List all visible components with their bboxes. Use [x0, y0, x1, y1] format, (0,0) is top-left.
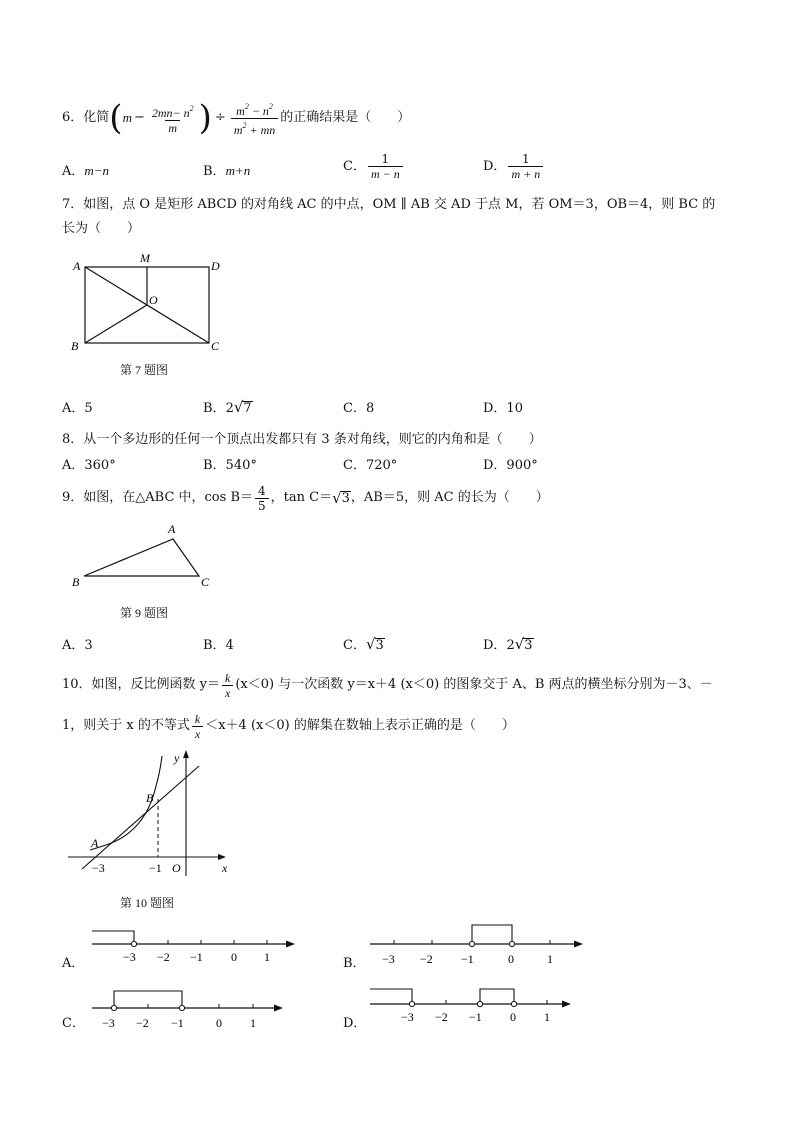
q10-option-c-numberline[interactable]	[88, 986, 288, 1032]
tick-minus-3: −3	[92, 861, 105, 875]
svg-text:−1: −1	[171, 1016, 184, 1030]
x-axis-arrow	[218, 854, 226, 860]
svg-text:1: 1	[264, 950, 270, 964]
label-c: C	[201, 575, 210, 589]
q10-stem-line2: 1，则关于 x 的不等式 $\frac{k}{x}$ ＜x＋4 (x＜0) 的解集在数轴上表示正确的是（ ）	[62, 711, 515, 741]
q7-figure	[60, 248, 240, 358]
right-paren: )	[198, 98, 212, 138]
svg-text:0: 0	[508, 952, 514, 966]
q10-option-d-label[interactable]: D．	[343, 1016, 367, 1031]
label-b: B	[72, 575, 80, 589]
q10-option-b-numberline[interactable]	[366, 922, 588, 968]
q10-option-b-label[interactable]: B．	[343, 956, 366, 971]
label-c: C	[211, 339, 220, 353]
q9-figure	[66, 520, 226, 595]
open-point	[409, 1001, 414, 1006]
solution-bracket-left	[370, 989, 412, 1004]
q6-option-a[interactable]: A．m−n	[62, 163, 110, 179]
q10-option-a-numberline[interactable]	[88, 926, 300, 968]
q10-figure	[64, 748, 239, 880]
q9-stem: 9．如图，在△ABC 中，cos B＝ $\frac{4}{5}$ ，tan C＝ √ 3 ，AB＝5，则 AC 的长为（ ）	[62, 483, 549, 513]
svg-text:−2: −2	[435, 1010, 448, 1024]
q8-option-c[interactable]: C．720°	[343, 458, 398, 473]
svg-text:1: 1	[547, 952, 553, 966]
svg-text:−1: −1	[190, 950, 203, 964]
q6-prefix: 化简	[83, 110, 110, 125]
svg-text:−2: −2	[420, 952, 433, 966]
q7-stem-line2: 长为（ ）	[62, 221, 141, 236]
solution-bracket	[92, 931, 134, 944]
q7-option-a[interactable]: A．5	[62, 401, 93, 416]
svg-text:−2: −2	[157, 950, 170, 964]
q9-option-d[interactable]: D．2√3	[483, 635, 533, 653]
q9-option-c[interactable]: C．√3	[343, 635, 384, 653]
open-point	[477, 1001, 482, 1006]
left-paren: (	[109, 98, 123, 138]
svg-text:1: 1	[250, 1016, 256, 1030]
solution-bracket-right	[480, 989, 514, 1004]
label-a: A	[73, 259, 81, 273]
label-y: y	[174, 751, 180, 765]
svg-text:−3: −3	[382, 952, 395, 966]
svg-text:−1: −1	[469, 1010, 482, 1024]
q6-m: m	[122, 110, 132, 125]
q6-option-b[interactable]: B．m+n	[203, 163, 251, 179]
svg-text:−3: −3	[123, 950, 136, 964]
solution-bracket	[472, 925, 512, 944]
q10-caption: 第 10 题图	[120, 896, 175, 910]
y-axis-arrow	[183, 750, 189, 758]
open-point	[469, 941, 474, 946]
open-point	[111, 1005, 116, 1010]
line-y-x-plus-4	[82, 766, 199, 869]
q10-option-a-label[interactable]: A．	[62, 956, 85, 971]
q6-fraction-1: $\frac{2mn- n^2}{m}$	[151, 103, 194, 135]
svg-text:1: 1	[544, 1010, 550, 1024]
q6-suffix: 的正确结果是（ ）	[280, 110, 411, 125]
label-b: B	[146, 791, 154, 805]
label-m: M	[140, 251, 150, 265]
q8-option-b[interactable]: B．540°	[203, 458, 257, 473]
q7-option-b[interactable]: B．2√7	[203, 398, 252, 416]
label-a: A	[168, 522, 176, 536]
q6-divide: ÷	[214, 110, 226, 125]
q9-option-a[interactable]: A．3	[62, 638, 93, 653]
q7-option-c[interactable]: C．8	[343, 401, 375, 416]
open-point	[511, 1001, 516, 1006]
open-point	[509, 941, 514, 946]
label-o: O	[172, 861, 181, 875]
q10-stem-line1: 10．如图，反比例函数 y＝ $\frac{k}{x}$ (x＜0) 与一次函数 y＝x＋4 (x＜0) 的图象交于 A、B 两点的横坐标分别为－3、－	[62, 670, 713, 700]
label-x: x	[222, 861, 228, 875]
q6-stem	[62, 96, 410, 140]
q7-stem-line1: 7．如图，点 O 是矩形 ABCD 的对角线 AC 的中点，OM ∥ AB 交 AD 于点 M，若 OM＝3，OB＝4，则 BC 的	[62, 197, 716, 212]
q6-option-c[interactable]: C． $\frac{1}{m - n}$	[343, 152, 405, 181]
q6-fraction-2: $\frac{m^2 - n^2}{m^2 + mn}$	[231, 100, 278, 137]
q8-stem: 8．从一个多边形的任何一个顶点出发都只有 3 条对角线，则它的内角和是（ ）	[62, 432, 542, 447]
svg-text:0: 0	[510, 1010, 516, 1024]
svg-text:−2: −2	[136, 1016, 149, 1030]
tick-minus-1: −1	[149, 861, 162, 875]
svg-text:−3: −3	[102, 1016, 115, 1030]
q10-option-d-numberline[interactable]	[366, 982, 576, 1028]
q8-option-d[interactable]: D．900°	[483, 458, 538, 473]
svg-text:0: 0	[216, 1016, 222, 1030]
q8-option-a[interactable]: A．360°	[62, 458, 116, 473]
segment-bo	[85, 305, 147, 343]
label-a: A	[91, 836, 99, 850]
svg-text:−3: −3	[401, 1010, 414, 1024]
open-point	[131, 941, 136, 946]
q10-option-c-label[interactable]: C．	[62, 1016, 85, 1031]
q7-caption: 第 7 题图	[120, 363, 169, 377]
q9-option-b[interactable]: B．4	[203, 638, 234, 653]
open-point	[179, 1005, 184, 1010]
label-b: B	[71, 339, 79, 353]
q6-option-d[interactable]: D． $\frac{1}{m + n}$	[483, 152, 545, 181]
q9-caption: 第 9 题图	[120, 606, 169, 620]
q6-number: 6．	[62, 110, 84, 125]
triangle-abc	[84, 539, 199, 576]
svg-text:−1: −1	[461, 952, 474, 966]
q7-option-d[interactable]: D．10	[483, 401, 523, 416]
q6-minus: −	[133, 110, 145, 125]
label-d: D	[211, 259, 220, 273]
svg-text:0: 0	[231, 950, 237, 964]
label-o: O	[149, 293, 158, 307]
